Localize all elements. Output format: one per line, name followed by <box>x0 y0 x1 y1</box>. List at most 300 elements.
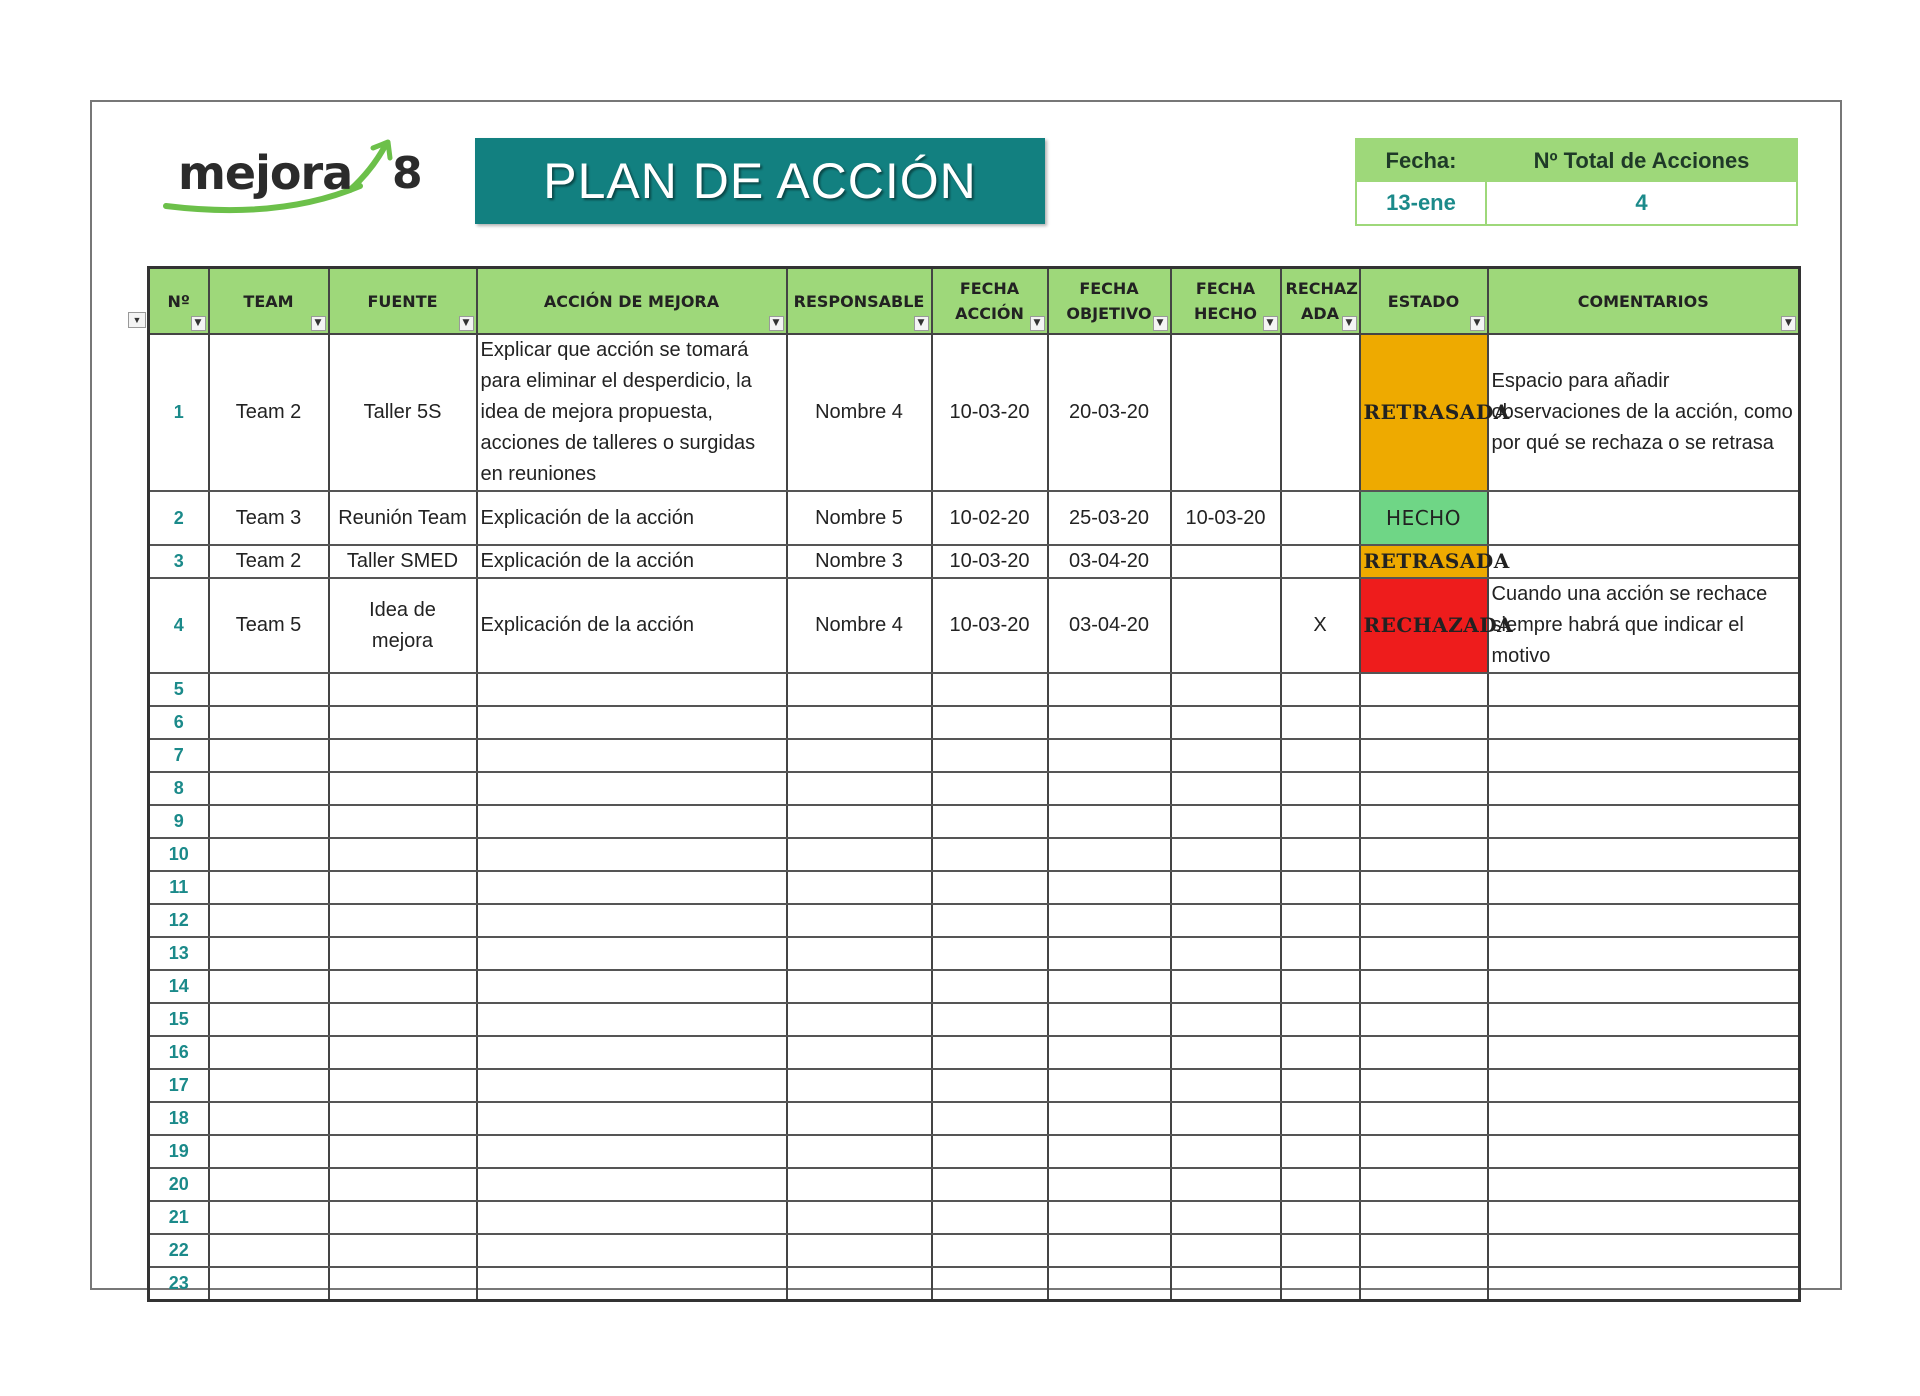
cell-team[interactable] <box>209 937 329 970</box>
cell-fecha-accion[interactable] <box>932 1168 1048 1201</box>
cell-team[interactable]: Team 5 <box>209 578 329 673</box>
cell-comentarios[interactable] <box>1488 838 1800 871</box>
header-label: FECHA <box>1195 279 1256 298</box>
cell-responsable[interactable] <box>787 904 932 937</box>
header-n[interactable] <box>149 268 209 335</box>
header-comentarios[interactable] <box>1488 268 1800 335</box>
cell-n[interactable]: 17 <box>149 1069 209 1102</box>
table-row <box>149 1003 1800 1036</box>
table-header-row <box>149 268 1800 335</box>
cell-fecha-hecho[interactable] <box>1171 739 1281 772</box>
cell-estado[interactable] <box>1360 871 1488 904</box>
cell-team[interactable] <box>209 805 329 838</box>
cell-n[interactable]: 2 <box>149 491 209 545</box>
table-row <box>149 937 1800 970</box>
cell-fecha-accion[interactable] <box>932 739 1048 772</box>
cell-responsable[interactable] <box>787 1135 932 1168</box>
cell-n[interactable]: 12 <box>149 904 209 937</box>
cell-rechazada[interactable] <box>1281 1201 1360 1234</box>
cell-estado[interactable] <box>1360 1036 1488 1069</box>
cell-fecha-hecho[interactable]: 10-03-20 <box>1171 491 1281 545</box>
cell-fuente[interactable] <box>329 1168 477 1201</box>
cell-accion[interactable] <box>477 1234 787 1267</box>
cell-comentarios[interactable] <box>1488 1135 1800 1168</box>
cell-fecha-accion[interactable] <box>932 706 1048 739</box>
cell-responsable[interactable] <box>787 673 932 706</box>
cell-estado[interactable] <box>1360 805 1488 838</box>
filter-dropdown-icon[interactable]: ▼ <box>191 316 206 331</box>
header-label: FECHA <box>959 279 1020 298</box>
cell-responsable[interactable]: Nombre 5 <box>787 491 932 545</box>
cell-team[interactable] <box>209 871 329 904</box>
cell-comentarios[interactable] <box>1488 706 1800 739</box>
cell-fecha-objetivo[interactable] <box>1048 706 1171 739</box>
cell-fecha-hecho[interactable] <box>1171 1102 1281 1135</box>
header-fecha-hecho[interactable] <box>1171 268 1281 335</box>
cell-fuente[interactable] <box>329 1003 477 1036</box>
cell-comentarios[interactable] <box>1488 1102 1800 1135</box>
cell-accion[interactable] <box>477 1003 787 1036</box>
cell-n[interactable]: 23 <box>149 1267 209 1301</box>
cell-rechazada[interactable] <box>1281 1036 1360 1069</box>
cell-fecha-objetivo[interactable] <box>1048 904 1171 937</box>
cell-rechazada[interactable] <box>1281 673 1360 706</box>
cell-comentarios[interactable] <box>1488 904 1800 937</box>
cell-comentarios[interactable] <box>1488 1201 1800 1234</box>
cell-fecha-hecho[interactable] <box>1171 838 1281 871</box>
cell-team[interactable] <box>209 1234 329 1267</box>
cell-fecha-hecho[interactable] <box>1171 805 1281 838</box>
cell-fecha-accion[interactable] <box>932 871 1048 904</box>
cell-fecha-objetivo[interactable] <box>1048 871 1171 904</box>
cell-accion[interactable] <box>477 772 787 805</box>
cell-comentarios[interactable]: Cuando una acción se rechace siempre habrá que indicar el motivo <box>1488 578 1800 673</box>
cell-estado[interactable] <box>1360 1234 1488 1267</box>
cell-fecha-objetivo[interactable] <box>1048 970 1171 1003</box>
cell-n[interactable]: 10 <box>149 838 209 871</box>
table-row <box>149 739 1800 772</box>
cell-rechazada[interactable] <box>1281 739 1360 772</box>
cell-fecha-hecho[interactable] <box>1171 1036 1281 1069</box>
cell-n[interactable]: 8 <box>149 772 209 805</box>
cell-n[interactable]: 16 <box>149 1036 209 1069</box>
cell-rechazada[interactable] <box>1281 1234 1360 1267</box>
table-row <box>149 970 1800 1003</box>
cell-rechazada[interactable] <box>1281 1135 1360 1168</box>
cell-fecha-objetivo[interactable] <box>1048 1036 1171 1069</box>
cell-comentarios[interactable] <box>1488 545 1800 578</box>
cell-fecha-objetivo[interactable] <box>1048 1267 1171 1301</box>
cell-fecha-hecho[interactable] <box>1171 1267 1281 1301</box>
header-label: COMENTARIOS <box>1577 291 1709 311</box>
cell-responsable[interactable]: Nombre 4 <box>787 578 932 673</box>
cell-fuente[interactable] <box>329 739 477 772</box>
header-label: ACCIÓN DE MEJORA <box>543 291 720 311</box>
filter-dropdown-icon[interactable]: ▼ <box>311 316 326 331</box>
cell-accion[interactable] <box>477 706 787 739</box>
cell-fecha-hecho[interactable] <box>1171 772 1281 805</box>
cell-estado[interactable] <box>1360 1069 1488 1102</box>
cell-n[interactable]: 6 <box>149 706 209 739</box>
cell-estado[interactable] <box>1360 739 1488 772</box>
cell-fuente[interactable] <box>329 1201 477 1234</box>
cell-team[interactable] <box>209 1201 329 1234</box>
cell-n[interactable]: 1 <box>149 334 209 491</box>
filter-dropdown-icon[interactable]: ▼ <box>1342 316 1357 331</box>
cell-comentarios[interactable] <box>1488 1168 1800 1201</box>
cell-comentarios[interactable] <box>1488 871 1800 904</box>
cell-team[interactable] <box>209 904 329 937</box>
total-acciones-value[interactable]: 4 <box>1635 190 1648 215</box>
cell-fecha-objetivo[interactable]: 03-04-20 <box>1048 545 1171 578</box>
cell-team[interactable] <box>209 1036 329 1069</box>
cell-fecha-accion[interactable] <box>932 1234 1048 1267</box>
table-row <box>149 1135 1800 1168</box>
cell-comentarios[interactable] <box>1488 1234 1800 1267</box>
cell-responsable[interactable] <box>787 772 932 805</box>
cell-fecha-accion[interactable]: 10-02-20 <box>932 491 1048 545</box>
cell-rechazada[interactable] <box>1281 871 1360 904</box>
table-row <box>149 1234 1800 1267</box>
cell-estado[interactable] <box>1360 1201 1488 1234</box>
cell-estado[interactable] <box>1360 937 1488 970</box>
cell-fuente[interactable] <box>329 1234 477 1267</box>
table-row <box>149 491 1800 545</box>
cell-fecha-objetivo[interactable] <box>1048 805 1171 838</box>
cell-fecha-objetivo[interactable] <box>1048 673 1171 706</box>
cell-rechazada[interactable] <box>1281 904 1360 937</box>
cell-accion[interactable] <box>477 805 787 838</box>
table-row <box>149 1069 1800 1102</box>
cell-responsable[interactable]: Nombre 3 <box>787 545 932 578</box>
page-title: PLAN DE ACCIÓN <box>475 138 1045 224</box>
cell-fecha-accion[interactable] <box>932 970 1048 1003</box>
cell-fecha-accion[interactable]: 10-03-20 <box>932 334 1048 491</box>
cell-n[interactable]: 11 <box>149 871 209 904</box>
cell-responsable[interactable] <box>787 1036 932 1069</box>
cell-rechazada[interactable] <box>1281 1003 1360 1036</box>
cell-accion[interactable]: Explicación de la acción <box>477 545 787 578</box>
cell-fecha-hecho[interactable] <box>1171 1135 1281 1168</box>
cell-fecha-hecho[interactable] <box>1171 937 1281 970</box>
cell-fecha-objetivo[interactable] <box>1048 772 1171 805</box>
cell-team[interactable] <box>209 1168 329 1201</box>
cell-comentarios[interactable] <box>1488 937 1800 970</box>
cell-fecha-accion[interactable]: 10-03-20 <box>932 578 1048 673</box>
cell-responsable[interactable] <box>787 1267 932 1301</box>
cell-fecha-hecho[interactable] <box>1171 871 1281 904</box>
cell-fecha-objetivo[interactable]: 25-03-20 <box>1048 491 1171 545</box>
cell-team[interactable] <box>209 772 329 805</box>
cell-team[interactable]: Team 2 <box>209 545 329 578</box>
cell-fecha-hecho[interactable] <box>1171 1201 1281 1234</box>
cell-fuente[interactable] <box>329 1267 477 1301</box>
cell-fecha-accion[interactable] <box>932 1003 1048 1036</box>
cell-fecha-hecho[interactable] <box>1171 970 1281 1003</box>
cell-rechazada[interactable] <box>1281 706 1360 739</box>
cell-fecha-hecho[interactable] <box>1171 706 1281 739</box>
table-row <box>149 334 1800 491</box>
cell-rechazada[interactable] <box>1281 1102 1360 1135</box>
cell-fecha-hecho[interactable] <box>1171 578 1281 673</box>
cell-fecha-accion[interactable] <box>932 1135 1048 1168</box>
cell-fecha-accion[interactable] <box>932 1267 1048 1301</box>
cell-accion[interactable] <box>477 1135 787 1168</box>
cell-fecha-accion[interactable] <box>932 1036 1048 1069</box>
cell-accion[interactable] <box>477 1069 787 1102</box>
cell-n[interactable]: 7 <box>149 739 209 772</box>
cell-n[interactable]: 9 <box>149 805 209 838</box>
cell-fecha-accion[interactable] <box>932 1201 1048 1234</box>
cell-fuente[interactable] <box>329 706 477 739</box>
cell-estado[interactable]: RETRASADA <box>1360 545 1488 578</box>
cell-fecha-objetivo[interactable] <box>1048 1168 1171 1201</box>
cell-estado[interactable]: RECHAZADA <box>1360 578 1488 673</box>
cell-fecha-accion[interactable] <box>932 838 1048 871</box>
cell-accion[interactable] <box>477 937 787 970</box>
cell-accion[interactable] <box>477 1168 787 1201</box>
cell-n[interactable]: 5 <box>149 673 209 706</box>
cell-fecha-hecho[interactable] <box>1171 1003 1281 1036</box>
header-accion[interactable] <box>477 268 787 335</box>
cell-team[interactable]: Team 2 <box>209 334 329 491</box>
cell-estado[interactable] <box>1360 1168 1488 1201</box>
cell-fecha-objetivo[interactable] <box>1048 1003 1171 1036</box>
cell-fecha-objetivo[interactable]: 03-04-20 <box>1048 578 1171 673</box>
cell-accion[interactable] <box>477 904 787 937</box>
cell-responsable[interactable] <box>787 937 932 970</box>
cell-accion[interactable]: Explicación de la acción <box>477 578 787 673</box>
cell-rechazada[interactable] <box>1281 1069 1360 1102</box>
cell-fecha-hecho[interactable] <box>1171 1234 1281 1267</box>
cell-team[interactable] <box>209 1135 329 1168</box>
header-fuente[interactable] <box>329 268 477 335</box>
cell-responsable[interactable] <box>787 1102 932 1135</box>
total-acciones-label: Nº Total de Acciones <box>1533 148 1750 173</box>
cell-team[interactable] <box>209 1267 329 1301</box>
cell-responsable[interactable]: Nombre 4 <box>787 334 932 491</box>
cell-fuente[interactable] <box>329 1135 477 1168</box>
cell-comentarios[interactable] <box>1488 739 1800 772</box>
cell-fuente[interactable] <box>329 805 477 838</box>
cell-team[interactable] <box>209 1069 329 1102</box>
cell-rechazada[interactable] <box>1281 937 1360 970</box>
cell-team[interactable] <box>209 970 329 1003</box>
cell-fuente[interactable] <box>329 1102 477 1135</box>
cell-responsable[interactable] <box>787 739 932 772</box>
cell-rechazada[interactable] <box>1281 545 1360 578</box>
cell-responsable[interactable] <box>787 805 932 838</box>
cell-team[interactable] <box>209 1102 329 1135</box>
cell-comentarios[interactable] <box>1488 673 1800 706</box>
cell-fecha-hecho[interactable] <box>1171 673 1281 706</box>
cell-fecha-objetivo[interactable] <box>1048 838 1171 871</box>
cell-accion[interactable] <box>477 1036 787 1069</box>
cell-responsable[interactable] <box>787 838 932 871</box>
header-responsable[interactable] <box>787 268 932 335</box>
cell-accion[interactable] <box>477 739 787 772</box>
cell-estado[interactable] <box>1360 673 1488 706</box>
cell-estado[interactable] <box>1360 1003 1488 1036</box>
table-row <box>149 871 1800 904</box>
cell-accion[interactable] <box>477 871 787 904</box>
cell-comentarios[interactable]: Espacio para añadir observaciones de la acción, como por qué se rechaza o se retrasa <box>1488 334 1800 491</box>
cell-comentarios[interactable] <box>1488 772 1800 805</box>
cell-rechazada[interactable] <box>1281 970 1360 1003</box>
cell-fecha-accion[interactable] <box>932 673 1048 706</box>
cell-fuente[interactable]: Taller SMED <box>329 545 477 578</box>
cell-estado[interactable] <box>1360 772 1488 805</box>
cell-responsable[interactable] <box>787 706 932 739</box>
cell-fuente[interactable] <box>329 673 477 706</box>
cell-fecha-hecho[interactable] <box>1171 904 1281 937</box>
cell-fecha-hecho[interactable] <box>1171 334 1281 491</box>
cell-fuente[interactable]: Idea de mejora <box>329 578 477 673</box>
cell-team[interactable] <box>209 838 329 871</box>
cell-fecha-objetivo[interactable] <box>1048 1201 1171 1234</box>
table-row <box>149 1201 1800 1234</box>
table-row <box>149 706 1800 739</box>
cell-team[interactable] <box>209 1003 329 1036</box>
cell-rechazada[interactable] <box>1281 334 1360 491</box>
cell-team[interactable] <box>209 673 329 706</box>
cell-rechazada[interactable] <box>1281 838 1360 871</box>
cell-responsable[interactable] <box>787 1003 932 1036</box>
cell-n[interactable]: 3 <box>149 545 209 578</box>
cell-n[interactable]: 14 <box>149 970 209 1003</box>
cell-rechazada[interactable] <box>1281 1267 1360 1301</box>
cell-comentarios[interactable] <box>1488 805 1800 838</box>
cell-n[interactable]: 4 <box>149 578 209 673</box>
cell-responsable[interactable] <box>787 970 932 1003</box>
filter-dropdown-icon[interactable]: ▼ <box>1781 316 1796 331</box>
cell-comentarios[interactable] <box>1488 491 1800 545</box>
cell-fecha-objetivo[interactable]: 20-03-20 <box>1048 334 1171 491</box>
cell-team[interactable] <box>209 739 329 772</box>
cell-n[interactable]: 15 <box>149 1003 209 1036</box>
filter-dropdown-icon[interactable]: ▼ <box>914 316 929 331</box>
filter-dropdown-icon[interactable]: ▼ <box>459 316 474 331</box>
cell-responsable[interactable] <box>787 1069 932 1102</box>
cell-fecha-accion[interactable]: 10-03-20 <box>932 545 1048 578</box>
cell-team[interactable] <box>209 706 329 739</box>
row-filter-dropdown-icon[interactable]: ▼ <box>128 312 146 328</box>
cell-accion[interactable] <box>477 1102 787 1135</box>
cell-team[interactable]: Team 3 <box>209 491 329 545</box>
header-rechazada[interactable] <box>1281 268 1360 335</box>
cell-estado[interactable] <box>1360 838 1488 871</box>
cell-estado[interactable]: HECHO <box>1360 491 1488 545</box>
cell-fecha-objetivo[interactable] <box>1048 1135 1171 1168</box>
cell-fuente[interactable] <box>329 772 477 805</box>
cell-accion[interactable]: Explicar que acción se tomará para eliminar el desperdicio, la idea de mejora propuesta, acciones de talleres o surgidas en reuniones <box>477 334 787 491</box>
cell-fecha-accion[interactable] <box>932 772 1048 805</box>
cell-comentarios[interactable] <box>1488 1069 1800 1102</box>
cell-n[interactable]: 13 <box>149 937 209 970</box>
cell-estado[interactable] <box>1360 1135 1488 1168</box>
header-fecha-objetivo[interactable] <box>1048 268 1171 335</box>
cell-fuente[interactable]: Reunión Team <box>329 491 477 545</box>
filter-dropdown-icon[interactable]: ▼ <box>1470 316 1485 331</box>
cell-estado[interactable]: RETRASADA <box>1360 334 1488 491</box>
cell-fecha-objetivo[interactable] <box>1048 1102 1171 1135</box>
cell-responsable[interactable] <box>787 1168 932 1201</box>
cell-estado[interactable] <box>1360 706 1488 739</box>
cell-fuente[interactable] <box>329 1069 477 1102</box>
cell-fecha-hecho[interactable] <box>1171 1168 1281 1201</box>
cell-fuente[interactable] <box>329 937 477 970</box>
cell-fecha-accion[interactable] <box>932 937 1048 970</box>
filter-dropdown-icon[interactable]: ▼ <box>1153 316 1168 331</box>
cell-fecha-objetivo[interactable] <box>1048 1069 1171 1102</box>
cell-fecha-accion[interactable] <box>932 805 1048 838</box>
cell-comentarios[interactable] <box>1488 1036 1800 1069</box>
cell-n[interactable]: 21 <box>149 1201 209 1234</box>
cell-fecha-hecho[interactable] <box>1171 1069 1281 1102</box>
cell-rechazada[interactable] <box>1281 491 1360 545</box>
cell-fecha-objetivo[interactable] <box>1048 1234 1171 1267</box>
cell-estado[interactable] <box>1360 970 1488 1003</box>
cell-n[interactable]: 20 <box>149 1168 209 1201</box>
table-row <box>149 673 1800 706</box>
cell-fecha-accion[interactable] <box>932 1102 1048 1135</box>
cell-fuente[interactable] <box>329 838 477 871</box>
cell-fecha-objetivo[interactable] <box>1048 937 1171 970</box>
cell-accion[interactable]: Explicación de la acción <box>477 491 787 545</box>
cell-fecha-hecho[interactable] <box>1171 545 1281 578</box>
cell-comentarios[interactable] <box>1488 1267 1800 1301</box>
filter-dropdown-icon[interactable]: ▼ <box>769 316 784 331</box>
cell-fecha-accion[interactable] <box>932 1069 1048 1102</box>
cell-rechazada[interactable] <box>1281 805 1360 838</box>
cell-comentarios[interactable] <box>1488 1003 1800 1036</box>
cell-fecha-accion[interactable] <box>932 904 1048 937</box>
header-estado[interactable] <box>1360 268 1488 335</box>
cell-accion[interactable] <box>477 1267 787 1301</box>
cell-responsable[interactable] <box>787 1234 932 1267</box>
cell-fuente[interactable] <box>329 904 477 937</box>
cell-fecha-objetivo[interactable] <box>1048 739 1171 772</box>
cell-rechazada[interactable]: X <box>1281 578 1360 673</box>
table-row <box>149 578 1800 673</box>
cell-estado[interactable] <box>1360 904 1488 937</box>
cell-rechazada[interactable] <box>1281 1168 1360 1201</box>
cell-estado[interactable] <box>1360 1267 1488 1301</box>
cell-responsable[interactable] <box>787 871 932 904</box>
cell-rechazada[interactable] <box>1281 772 1360 805</box>
header-team[interactable] <box>209 268 329 335</box>
header-fecha-accion[interactable] <box>932 268 1048 335</box>
cell-n[interactable]: 18 <box>149 1102 209 1135</box>
cell-fuente[interactable]: Taller 5S <box>329 334 477 491</box>
cell-responsable[interactable] <box>787 1201 932 1234</box>
cell-n[interactable]: 22 <box>149 1234 209 1267</box>
cell-accion[interactable] <box>477 1201 787 1234</box>
cell-accion[interactable] <box>477 838 787 871</box>
cell-accion[interactable] <box>477 673 787 706</box>
filter-dropdown-icon[interactable]: ▼ <box>1030 316 1045 331</box>
cell-accion[interactable] <box>477 970 787 1003</box>
fecha-value[interactable]: 13-ene <box>1357 182 1487 224</box>
cell-estado[interactable] <box>1360 1102 1488 1135</box>
cell-comentarios[interactable] <box>1488 970 1800 1003</box>
header-label: RESPONSABLE <box>793 291 925 311</box>
cell-n[interactable]: 19 <box>149 1135 209 1168</box>
cell-fuente[interactable] <box>329 871 477 904</box>
filter-dropdown-icon[interactable]: ▼ <box>1263 316 1278 331</box>
cell-fuente[interactable] <box>329 1036 477 1069</box>
cell-fuente[interactable] <box>329 970 477 1003</box>
